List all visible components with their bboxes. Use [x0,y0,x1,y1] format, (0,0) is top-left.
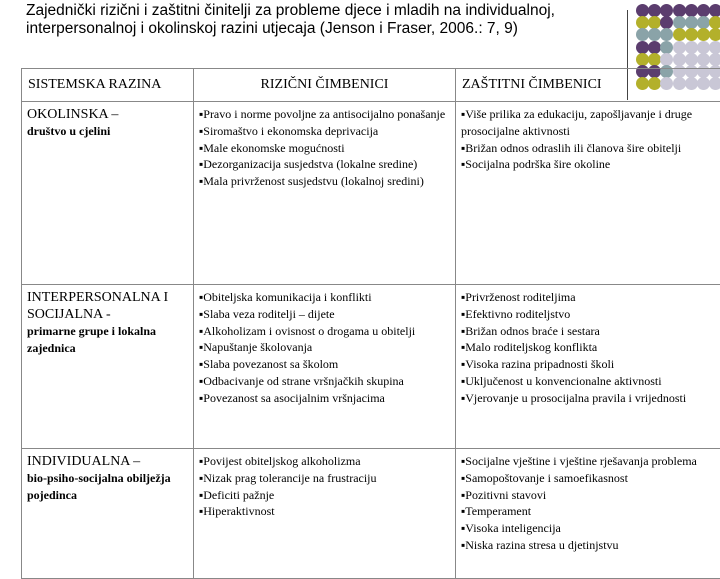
decorative-dot [673,28,686,41]
factor-item: ▪ Socijalne vještine i vještine rješavanja problema [461,453,715,470]
factor-item: ▪ Temperament [461,503,715,520]
factor-item: ▪ Efektivno roditeljstvo [461,306,715,323]
decorative-dot [685,4,698,17]
risk-factors-cell [194,285,456,449]
decorative-dot [685,16,698,29]
decorative-dot [697,28,710,41]
decorative-dot [673,4,686,17]
factor-item: ▪ Niska razina stresa u djetinjstvu [461,537,715,554]
factor-item: ▪ Male ekonomske mogućnosti [199,140,450,157]
decorative-dot [685,28,698,41]
factor-item: ▪ Mala privrženost susjedstvu (lokalnoj sredini) [199,173,450,190]
table-row-interpersonal [22,285,720,449]
factor-item: ▪ Uključenost u konvencionalne aktivnosti [461,373,715,390]
level-subtitle: bio-psiho-socijalna obilježja pojedinca [27,470,188,503]
decorative-dot [673,16,686,29]
decorative-dot [697,53,710,66]
risk-factors-table [21,68,720,579]
decorative-dot [709,4,720,17]
factor-item: ▪ Slaba povezanost sa školom [199,356,450,373]
factor-item: ▪ Nizak prag tolerancije na frustraciju [199,470,450,487]
protective-factors-cell [456,449,720,579]
decorative-dot [660,53,673,66]
factor-item: ▪ Odbacivanje od strane vršnjačkih skupina [199,373,450,390]
factor-item: ▪ Visoka razina pripadnosti školi [461,356,715,373]
decorative-dot [648,16,661,29]
factor-item: ▪ Visoka inteligencija [461,520,715,537]
decorative-dot [636,16,649,29]
factor-item: ▪ Više prilika za edukaciju, zapošljavanje i druge prosocijalne aktivnosti [461,106,715,140]
level-subtitle: društvo u cjelini [27,123,188,140]
factor-item: ▪ Deficiti pažnje [199,487,450,504]
decorative-dot [636,4,649,17]
decorative-dot [709,41,720,54]
factor-item: ▪ Pozitivni stavovi [461,487,715,504]
factor-item: ▪ Pravo i norme povoljne za antisocijalno ponašanje [199,106,450,123]
page-title: Zajednički rizični i zaštitni činitelji za probleme djece i mladih na individualnoj, interpersonalnoj i okolinskoj razini utjecaja (Jenson i Fraser, 2006.: 7, 9) [26,2,616,38]
factor-item: ▪ Samopoštovanje i samoefikasnost [461,470,715,487]
table-header-row [22,69,720,102]
header-protective-factors: ZAŠTITNI ČIMBENICI [456,69,720,102]
factor-item: ▪ Malo roditeljskog konflikta [461,339,715,356]
level-title: INDIVIDUALNA – [27,453,188,470]
decorative-dot [660,28,673,41]
level-cell [22,285,194,449]
protective-factors-cell [456,102,720,285]
decorative-dot [648,4,661,17]
factor-item: ▪ Socijalna podrška šire okoline [461,156,715,173]
decorative-dot [660,16,673,29]
factor-item: ▪ Povijest obiteljskog alkoholizma [199,453,450,470]
decorative-dot [636,28,649,41]
level-title: OKOLINSKA – [27,106,188,123]
factor-item: ▪ Obiteljska komunikacija i konflikti [199,289,450,306]
risk-factors-cell [194,449,456,579]
decorative-dot [685,53,698,66]
level-cell [22,449,194,579]
factor-item: ▪ Dezorganizacija susjedstva (lokalne sredine) [199,156,450,173]
factor-item: ▪ Brižan odnos odraslih ili članova šire obitelji [461,140,715,157]
factor-item: ▪ Povezanost sa asocijalnim vršnjacima [199,390,450,407]
decorative-dot [660,4,673,17]
risk-factors-cell [194,102,456,285]
decorative-dot [709,28,720,41]
factor-item: ▪ Siromaštvo i ekonomska deprivacija [199,123,450,140]
table-row-environmental [22,102,720,285]
factor-item: ▪ Brižan odnos braće i sestara [461,323,715,340]
decorative-dot [697,4,710,17]
header-system-level: SISTEMSKA RAZINA [22,69,194,102]
decorative-dot [709,16,720,29]
decorative-dot [648,53,661,66]
decorative-dot [685,41,698,54]
decorative-dot [673,41,686,54]
level-cell [22,102,194,285]
decorative-dot [697,16,710,29]
factor-item: ▪ Slaba veza roditelji – dijete [199,306,450,323]
factor-item: ▪ Hiperaktivnost [199,503,450,520]
factor-item: ▪ Alkoholizam i ovisnost o drogama u obitelji [199,323,450,340]
header-risk-factors: RIZIČNI ČIMBENICI [194,69,456,102]
protective-factors-cell [456,285,720,449]
factor-item: ▪ Vjerovanje u prosocijalna pravila i vrijednosti [461,390,715,407]
decorative-dot [636,53,649,66]
decorative-dot [660,41,673,54]
factor-item: ▪ Privrženost roditeljima [461,289,715,306]
level-subtitle: primarne grupe i lokalna zajednica [27,323,188,356]
level-title: INTERPERSONALNA I SOCIJALNA - [27,289,188,323]
decorative-dot [636,41,649,54]
table-row-individual [22,449,720,579]
decorative-dot [648,28,661,41]
decorative-dot [709,53,720,66]
factor-item: ▪ Napuštanje školovanja [199,339,450,356]
decorative-dot [673,53,686,66]
decorative-dot [697,41,710,54]
decorative-dot [648,41,661,54]
